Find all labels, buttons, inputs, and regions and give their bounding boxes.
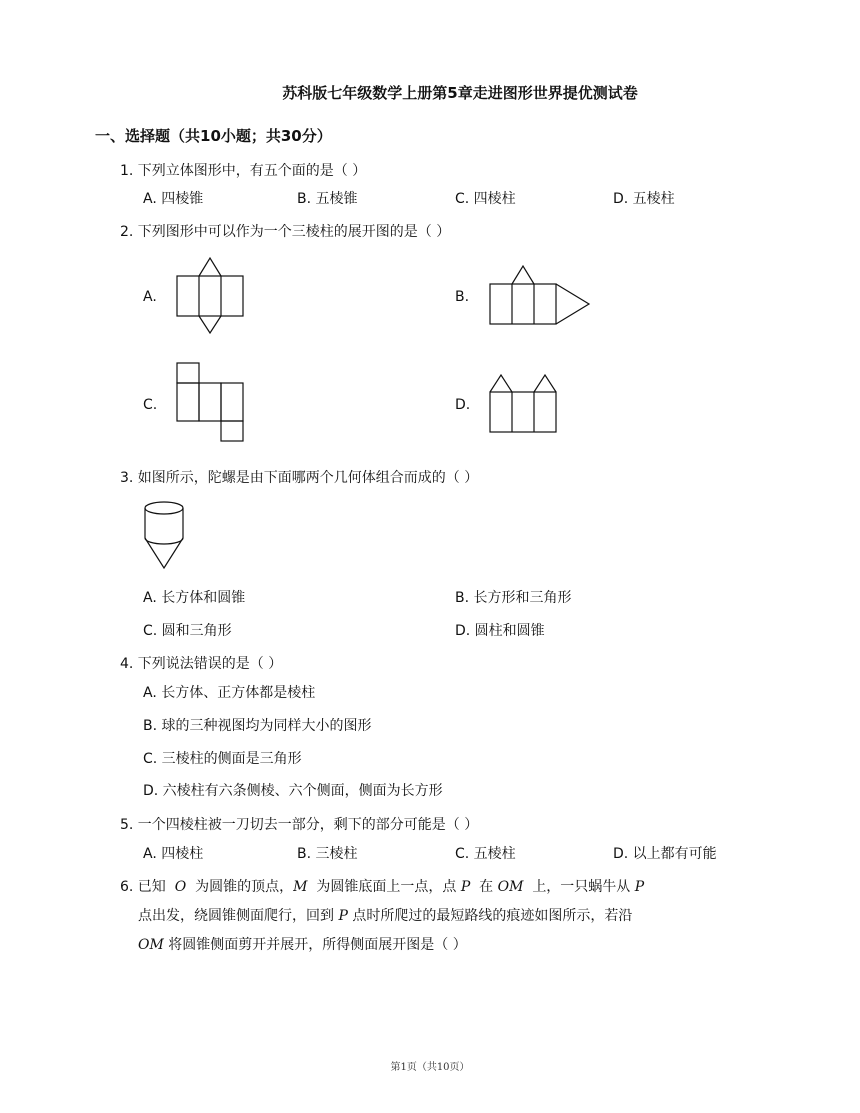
- var-om: OM: [138, 937, 164, 953]
- var-p: P: [460, 879, 471, 895]
- q4-option-a: A. 长方体、正方体都是棱柱: [143, 685, 316, 701]
- page-title: 苏科版七年级数学上册第5章走进图形世界提优测试卷: [282, 84, 638, 102]
- page-footer: 第1页（共10页）: [390, 1062, 470, 1073]
- q3-option-c: C. 圆和三角形: [143, 623, 232, 639]
- question-3-stem: 3. 如图所示，陀螺是由下面哪两个几何体组合而成的（ ）: [120, 470, 479, 486]
- question-4-stem: 4. 下列说法错误的是（ ）: [120, 656, 283, 672]
- q2-figure-b: [489, 264, 594, 328]
- var-p: P: [338, 908, 348, 924]
- q2-figure-c: [176, 362, 246, 444]
- q5-option-b: B. 三棱柱: [297, 846, 358, 862]
- q2-option-c: C.: [143, 397, 158, 413]
- question-6-line-3: OM 将圆锥侧面剪开并展开，所得侧面展开图是（ ）: [138, 937, 467, 953]
- q1-option-a: A. 四棱锥: [143, 191, 204, 207]
- q5-option-d: D. 以上都有可能: [613, 846, 717, 862]
- var-om: OM: [497, 879, 524, 895]
- q4-option-c: C. 三棱柱的侧面是三角形: [143, 751, 302, 767]
- var-o: O: [174, 879, 187, 895]
- q5-option-c: C. 五棱柱: [455, 846, 516, 862]
- q1-option-d: D. 五棱柱: [613, 191, 675, 207]
- q3-option-d: D. 圆柱和圆锥: [455, 623, 545, 639]
- q2-option-b: B.: [455, 289, 470, 305]
- section-heading: 一、选择题（共10小题；共30分）: [95, 127, 332, 145]
- q2-figure-a: [176, 256, 246, 336]
- q1-option-c: C. 四棱柱: [455, 191, 516, 207]
- question-2-stem: 2. 下列图形中可以作为一个三棱柱的展开图的是（ ）: [120, 224, 451, 240]
- q1-option-b: B. 五棱锥: [297, 191, 358, 207]
- question-5-stem: 5. 一个四棱柱被一刀切去一部分，剩下的部分可能是（ ）: [120, 817, 479, 833]
- question-6-line-2: 点出发，绕圆锥侧面爬行，回到 P 点时所爬过的最短路线的痕迹如图所示，若沿: [138, 908, 633, 924]
- spinning-top-figure: [144, 500, 188, 572]
- q2-option-a: A.: [143, 289, 157, 305]
- q2-option-d: D.: [455, 397, 471, 413]
- q2-figure-d: [489, 372, 559, 434]
- question-6-line-1: 6. 已知 O 为圆锥的顶点，M 为圆锥底面上一点，点 P 在 OM 上，一只蜗牛从 P: [120, 879, 645, 895]
- q4-option-d: D. 六棱柱有六条侧棱、六个侧面，侧面为长方形: [143, 783, 443, 799]
- q3-option-b: B. 长方形和三角形: [455, 590, 572, 606]
- question-1-stem: 1. 下列立体图形中，有五个面的是（ ）: [120, 163, 367, 179]
- q5-option-a: A. 四棱柱: [143, 846, 204, 862]
- var-m: M: [293, 879, 308, 895]
- q4-option-b: B. 球的三种视图均为同样大小的图形: [143, 718, 372, 734]
- q3-option-a: A. 长方体和圆锥: [143, 590, 246, 606]
- var-p: P: [634, 879, 645, 895]
